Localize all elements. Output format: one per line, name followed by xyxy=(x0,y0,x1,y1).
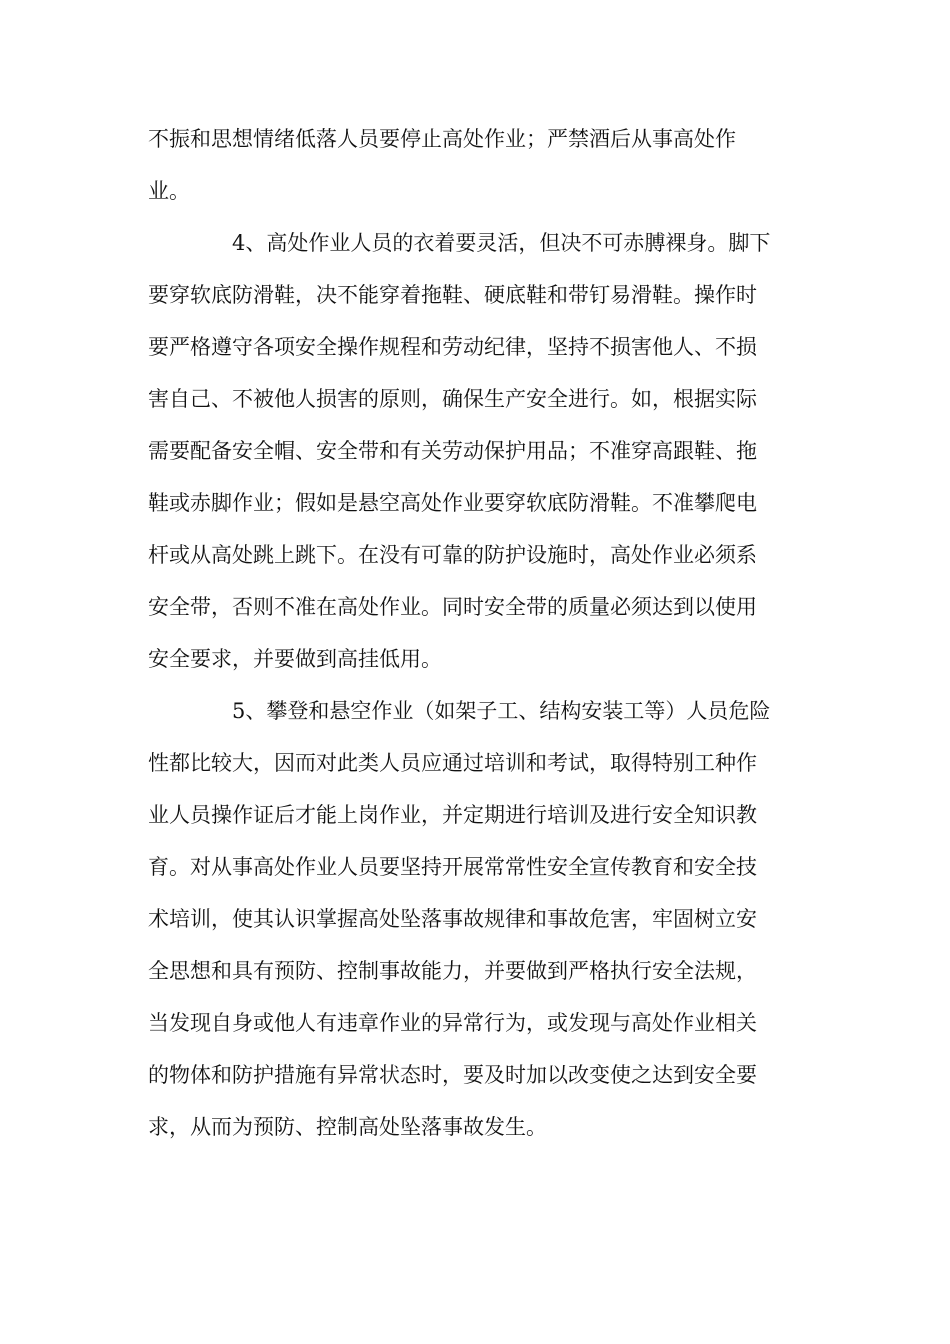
text-line: 需要配备安全帽、安全带和有关劳动保护用品；不准穿高跟鞋、拖 xyxy=(148,439,757,463)
text-line: 安全带，否则不准在高处作业。同时安全带的质量必须达到以使用 xyxy=(148,595,757,619)
text-line: 业人员操作证后才能上岗作业，并定期进行培训及进行安全知识教 xyxy=(148,803,757,827)
paragraph-5-first-line: 5、攀登和悬空作业（如架子工、结构安装工等）人员危险 xyxy=(232,699,771,723)
text-line: 杆或从高处跳上跳下。在没有可靠的防护设施时，高处作业必须系 xyxy=(148,543,757,567)
text-line: 要严格遵守各项安全操作规程和劳动纪律，坚持不损害他人、不损 xyxy=(148,335,757,359)
paragraph-4-first-line: 4、高处作业人员的衣着要灵活，但决不可赤膊裸身。脚下 xyxy=(232,231,771,255)
text-line: 害自己、不被他人损害的原则，确保生产安全进行。如，根据实际 xyxy=(148,387,757,411)
text-line: 当发现自身或他人有违章作业的异常行为，或发现与高处作业相关 xyxy=(148,1011,757,1035)
text-line: 要穿软底防滑鞋，决不能穿着拖鞋、硬底鞋和带钉易滑鞋。操作时 xyxy=(148,283,757,307)
text-line: 性都比较大，因而对此类人员应通过培训和考试，取得特别工种作 xyxy=(148,751,757,775)
text-line: 安全要求，并要做到高挂低用。 xyxy=(148,647,442,671)
text-line: 求，从而为预防、控制高处坠落事故发生。 xyxy=(148,1115,547,1139)
text-line: 术培训，使其认识掌握高处坠落事故规律和事故危害，牢固树立安 xyxy=(148,907,757,931)
text-line: 的物体和防护措施有异常状态时，要及时加以改变使之达到安全要 xyxy=(148,1063,757,1087)
text-line: 业。 xyxy=(148,179,190,203)
text-line: 全思想和具有预防、控制事故能力，并要做到严格执行安全法规， xyxy=(148,959,757,983)
text-line: 鞋或赤脚作业；假如是悬空高处作业要穿软底防滑鞋。不准攀爬电 xyxy=(148,491,757,515)
text-line: 育。对从事高处作业人员要坚持开展常常性安全宣传教育和安全技 xyxy=(148,855,757,879)
text-line: 不振和思想情绪低落人员要停止高处作业；严禁酒后从事高处作 xyxy=(148,127,736,151)
